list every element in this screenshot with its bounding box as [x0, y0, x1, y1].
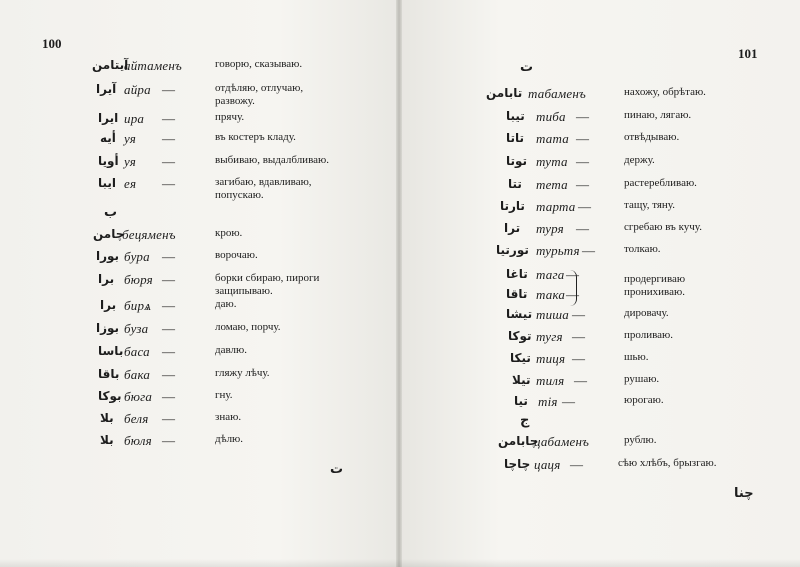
headword: уя: [124, 154, 137, 169]
definition: проливаю.: [624, 329, 674, 341]
arabic-script-headword: تيكا: [510, 351, 531, 365]
headword: тарта: [536, 199, 576, 214]
dash: —: [578, 199, 591, 214]
definition: растеребливаю.: [624, 177, 697, 189]
definition: прячу.: [215, 111, 245, 123]
page-number-right: 101: [738, 46, 758, 61]
arabic-script-headword: برا: [100, 298, 117, 312]
dash: —: [162, 389, 175, 404]
definition: нахожу, обрѣтаю.: [624, 86, 706, 98]
arabic-script-headword: أيه: [100, 131, 116, 145]
arabic-script-headword: تيبا: [506, 109, 525, 123]
headword: туря: [536, 221, 564, 236]
definition: давлю.: [215, 344, 247, 356]
dash: —: [162, 272, 175, 287]
dash: —: [582, 243, 595, 258]
arabic-script-headword: باقا: [98, 367, 120, 381]
dash: —: [162, 344, 175, 359]
definition: рублю.: [624, 434, 657, 446]
book-gutter: [396, 0, 402, 567]
section-letter: ب: [104, 205, 118, 220]
headword: тута: [536, 154, 568, 169]
headword: тиба: [536, 109, 566, 124]
headword: тата: [536, 131, 569, 146]
definition: даю.: [215, 298, 237, 310]
arabic-script-headword: ترا: [504, 221, 521, 235]
headword: тета: [536, 177, 568, 192]
dash: —: [566, 267, 579, 282]
arabic-script-headword: چاچا: [504, 457, 531, 471]
headword: тія: [538, 394, 558, 409]
headword: уя: [124, 131, 137, 146]
page-number-left: 100: [42, 36, 62, 51]
dash: —: [162, 131, 175, 146]
definition: ворочаю.: [215, 249, 258, 261]
dash: —: [576, 109, 589, 124]
arabic-script-headword: بورا: [96, 249, 120, 263]
definition: отвѣдываю.: [624, 131, 680, 143]
arabic-script-headword: ايبا: [98, 176, 117, 190]
definition: борки сбираю, пироги защипываю.: [215, 272, 320, 297]
headword: айра: [124, 82, 151, 97]
definition: толкаю.: [624, 243, 661, 255]
definition: держу.: [624, 154, 655, 166]
headword: цабаменъ: [534, 434, 590, 449]
definition: загибаю, вдавливаю, попускаю.: [215, 176, 312, 201]
definition: тащу, тяну.: [624, 199, 675, 211]
definition: знаю.: [215, 411, 242, 423]
dash: —: [570, 457, 583, 472]
definition: шью.: [624, 351, 649, 363]
headword: буза: [124, 321, 149, 336]
arabic-script-headword: تابامن: [486, 86, 523, 100]
arabic-script-headword: تارتا: [500, 199, 525, 213]
dash: —: [162, 298, 175, 313]
dash: —: [162, 321, 175, 336]
arabic-script-headword: أويا: [98, 154, 119, 168]
headword: ира: [124, 111, 145, 126]
grouping-brace: [570, 270, 577, 306]
headword: бецяменъ: [122, 227, 176, 242]
headword: беля: [124, 411, 149, 426]
definition: рушаю.: [624, 373, 660, 385]
arabic-script-headword: ايرا: [98, 111, 119, 125]
headword: тага: [536, 267, 565, 282]
definition: ломаю, порчу.: [215, 321, 281, 333]
dash: —: [162, 154, 175, 169]
headword: цаця: [534, 457, 561, 472]
dash: —: [162, 176, 175, 191]
definition: продергиваю пронихиваю.: [624, 273, 686, 298]
dash: —: [162, 411, 175, 426]
arabic-script-headword: تيشا: [506, 307, 533, 321]
headword: тиця: [536, 351, 566, 366]
arabic-script-headword: تورتيا: [496, 243, 529, 257]
dash: —: [162, 82, 175, 97]
definition: отдѣляю, отлучаю, развожу.: [215, 82, 304, 107]
arabic-script-headword: آيتامن: [92, 58, 129, 72]
definition: гну.: [215, 389, 233, 401]
dash: —: [574, 373, 587, 388]
headword: тугя: [536, 329, 563, 344]
dash: —: [572, 351, 585, 366]
definition: юрогаю.: [624, 394, 664, 406]
definition: говорю, сказываю.: [215, 58, 303, 70]
dash: —: [162, 433, 175, 448]
definition: выбиваю, выдалбливаю.: [215, 154, 329, 166]
arabic-script-headword: تاقا: [506, 287, 528, 301]
definition: пинаю, лягаю.: [624, 109, 692, 121]
catchword-right: چنا: [734, 486, 754, 501]
headword: айтаменъ: [124, 58, 182, 73]
headword: турьтя: [536, 243, 580, 258]
dash: —: [162, 367, 175, 382]
headword: табаменъ: [528, 86, 586, 101]
catchword-left: ت: [330, 462, 344, 477]
dash: —: [572, 329, 585, 344]
definition: крою.: [215, 227, 243, 239]
arabic-script-headword: بلا: [100, 411, 114, 425]
headword: бюля: [124, 433, 152, 448]
arabic-script-headword: آيرا: [96, 82, 117, 96]
arabic-script-headword: چامن: [93, 227, 125, 241]
dash: —: [576, 221, 589, 236]
section-letter: ت: [520, 60, 534, 75]
headword: бака: [124, 367, 151, 382]
headword: бюря: [124, 272, 153, 287]
definition: сѣю хлѣбъ, брызгаю.: [618, 457, 717, 469]
arabic-script-headword: توتا: [506, 154, 528, 168]
headword: тиля: [536, 373, 565, 388]
dash: —: [572, 307, 585, 322]
page-edge-shadow: [0, 559, 800, 567]
headword: тиша: [536, 307, 570, 322]
arabic-script-headword: برا: [98, 272, 115, 286]
definition: сгребаю въ кучу.: [624, 221, 702, 233]
definition: въ костеръ кладу.: [215, 131, 296, 143]
headword: така: [536, 287, 566, 302]
arabic-script-headword: بلا: [100, 433, 114, 447]
dash: —: [576, 177, 589, 192]
arabic-script-headword: تاغا: [506, 267, 528, 281]
definition: гляжу лѣчу.: [215, 367, 270, 379]
arabic-script-headword: تيلا: [512, 373, 531, 387]
arabic-script-headword: بوكا: [98, 389, 122, 403]
dash: —: [566, 287, 579, 302]
dash: —: [576, 154, 589, 169]
dash: —: [162, 111, 175, 126]
arabic-script-headword: چابامن: [498, 434, 539, 448]
headword: бирѧ: [124, 298, 152, 313]
headword: бура: [124, 249, 150, 264]
arabic-script-headword: تاتا: [506, 131, 525, 145]
dash: —: [576, 131, 589, 146]
arabic-script-headword: تتا: [508, 177, 522, 191]
arabic-script-headword: تيا: [514, 394, 528, 408]
dash: —: [562, 394, 575, 409]
headword: бюга: [124, 389, 153, 404]
definition: дировачу.: [624, 307, 669, 319]
definition: дѣлю.: [215, 433, 244, 445]
headword: ея: [124, 176, 137, 191]
arabic-script-headword: بوزا: [96, 321, 120, 335]
arabic-script-headword: توكا: [508, 329, 532, 343]
dash: —: [162, 249, 175, 264]
section-letter: ج: [520, 413, 530, 428]
arabic-script-headword: باسا: [98, 344, 124, 358]
headword: баса: [124, 344, 150, 359]
